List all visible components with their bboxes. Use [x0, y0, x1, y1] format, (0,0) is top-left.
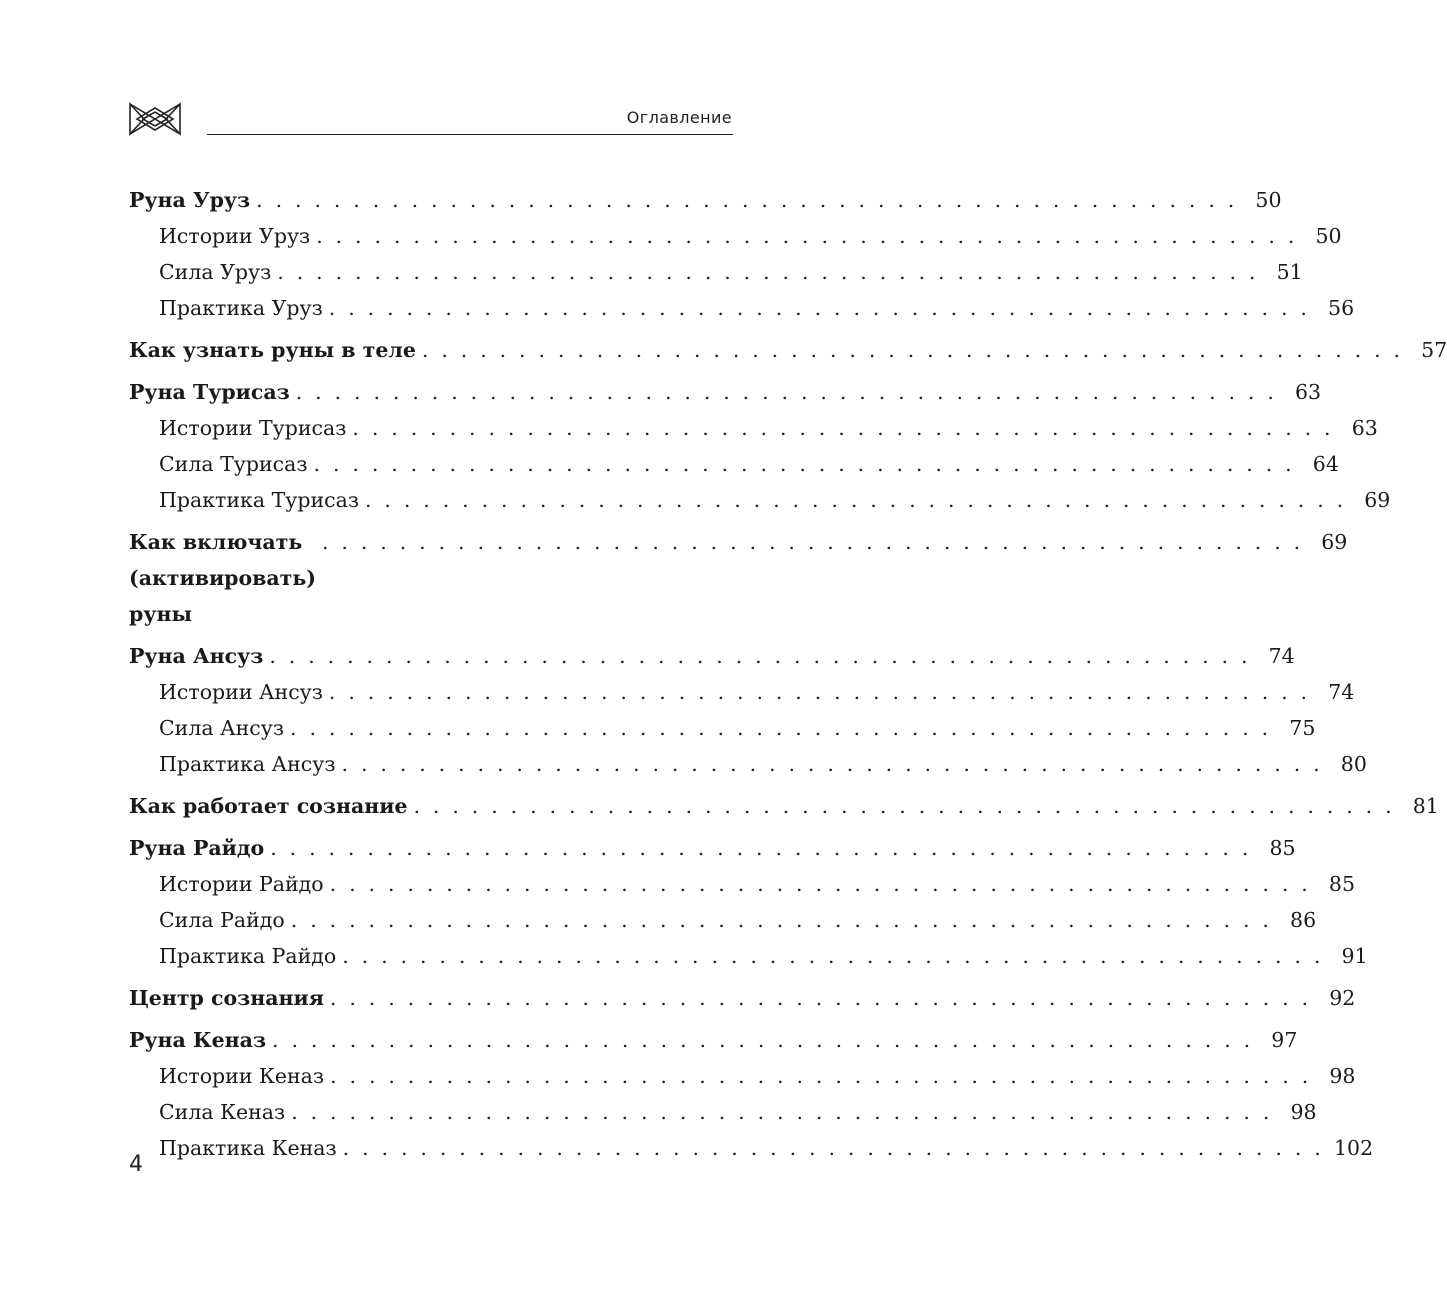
toc-entry-title: Практика Турисаз	[159, 488, 359, 512]
page-number: 4	[129, 1152, 143, 1177]
toc-entry-title: Истории Райдо	[159, 872, 324, 896]
dot-leader: . . . . . . . . . . . . . . . . . . . . . . . . . . . . . . . . . . . . . . . . . . . . . . . . . . .	[329, 986, 1312, 1010]
toc-entry-istorii-uruz[interactable]	[129, 218, 1342, 254]
dot-leader: . . . . . . . . . . . . . . . . . . . . . . . . . . . . . . . . . . . . . . . . . . . . . . . . . . .	[277, 260, 1259, 284]
toc-entry-page: 51	[1276, 260, 1303, 284]
table-of-contents	[129, 182, 1447, 1166]
toc-entry-title: Практика Райдо	[159, 944, 337, 968]
toc-entry-title: Сила Ансуз	[159, 716, 285, 740]
toc-entry-page: 75	[1289, 716, 1316, 740]
dot-leader: . . . . . . . . . . . . . . . . . . . . . . . . . . . . . . . . . . . . . . . . . . . . . . . . . . .	[295, 380, 1278, 404]
dot-leader: . . . . . . . . . . . . . . . . . . . . . . . . . . . . . . . . . . . . . . . . . . . . . . . . . . .	[329, 872, 1312, 896]
toc-entry-page: 92	[1329, 986, 1356, 1010]
toc-entry-praktika-turisaz[interactable]	[129, 482, 1391, 518]
dot-leader: . . . . . . . . . . . . . . . . . . . . . . . . . . . . . . . . . . . . . . . . . . . . . . . . . . .	[413, 794, 1395, 818]
toc-entry-page: 97	[1271, 1028, 1298, 1052]
running-header	[129, 103, 733, 137]
toc-entry-sila-uruz[interactable]	[129, 254, 1303, 290]
dot-leader: . . . . . . . . . . . . . . . . . . . . . . . . . . . . . . . . . . . . . . . . . . . . . . . . . . .	[365, 488, 1347, 512]
toc-entry-kak-vklyuchat-runy[interactable]	[129, 524, 1348, 632]
rune-knot-logo-icon	[129, 103, 181, 135]
toc-entry-title: Руна Турисаз	[129, 380, 290, 404]
toc-entry-runa-kenaz[interactable]	[129, 1022, 1298, 1058]
toc-entry-sila-raido[interactable]	[129, 902, 1317, 938]
toc-entry-page: 64	[1312, 452, 1339, 476]
toc-entry-title: Практика Кеназ	[159, 1136, 337, 1160]
dot-leader: . . . . . . . . . . . . . . . . . . . . . . . . . . . . . . . . . . . . . . . . . . . . . . . . . . .	[290, 908, 1273, 932]
toc-entry-sila-turisaz[interactable]	[129, 446, 1339, 482]
toc-entry-page: 63	[1351, 416, 1378, 440]
dot-leader: . . . . . . . . . . . . . . . . . . . . . . . . . . . . . . . . . . . . . . . . . . . . . . . . . . .	[269, 644, 1251, 668]
dot-leader: . . . . . . . . . . . . . . . . . . . . . . . . . . . . . . . . . . . . . . . . . . . . . . . . . . .	[341, 752, 1323, 776]
toc-entry-title: Истории Ансуз	[159, 680, 323, 704]
toc-entry-page: 74	[1328, 680, 1355, 704]
toc-entry-istorii-ansuz[interactable]	[129, 674, 1355, 710]
dot-leader: . . . . . . . . . . . . . . . . . . . . . . . . . . . . . . . . . . . . . . . . . . . . . . . . . . .	[352, 416, 1334, 440]
header-divider	[207, 134, 733, 135]
toc-entry-page: 85	[1269, 836, 1296, 860]
toc-entry-title: Истории Кеназ	[159, 1064, 325, 1088]
toc-entry-page: 81	[1412, 794, 1439, 818]
toc-entry-title: Истории Турисаз	[159, 416, 347, 440]
toc-entry-page: 102	[1334, 1136, 1374, 1160]
dot-leader: . . . . . . . . . . . . . . . . . . . . . . . . . . . . . . . . . . . . . . . . . . . . . . . . . . .	[330, 1064, 1312, 1088]
toc-entry-page: 57	[1421, 338, 1447, 362]
toc-entry-title: Истории Уруз	[159, 224, 311, 248]
dot-leader: . . . . . . . . . . . . . . . . . . . . . . . . . . . . . . . . . . . . . . . . . . . . . . . . . . .	[421, 338, 1404, 362]
dot-leader: . . . . . . . . . . . . . . . . . . . . . . . . . . . . . . . . . . . . . . . . . . . . . . . . . . .	[328, 680, 1311, 704]
toc-entry-title: Сила Райдо	[159, 908, 285, 932]
toc-entry-page: 86	[1290, 908, 1317, 932]
toc-entry-page: 98	[1290, 1100, 1317, 1124]
toc-entry-title: Руна Кеназ	[129, 1028, 267, 1052]
toc-entry-praktika-kenaz[interactable]	[129, 1130, 1374, 1166]
dot-leader: . . . . . . . . . . . . . . . . . . . . . . . . . . . . . . . . . . . . . . . . . . . . . . . . . . .	[313, 452, 1295, 476]
toc-entry-praktika-ansuz[interactable]	[129, 746, 1367, 782]
dot-leader: . . . . . . . . . . . . . . . . . . . . . . . . . . . . . . . . . . . . . . . . . . . . . . . . . . .	[328, 296, 1311, 320]
toc-entry-page: 91	[1341, 944, 1368, 968]
toc-entry-title: Как работает сознание	[129, 794, 408, 818]
dot-leader: . . . . . . . . . . . . . . . . . . . . . . . . . . . . . . . . . . . . . . . . . . . . . . . . . . .	[342, 1136, 1325, 1160]
toc-entry-istorii-kenaz[interactable]	[129, 1058, 1356, 1094]
dot-leader: . . . . . . . . . . . . . . . . . . . . . . . . . . . . . . . . . . . . . . . . . . . . . . . . . . .	[256, 188, 1238, 212]
toc-entry-title-line2: (активировать) руны	[129, 566, 316, 626]
toc-entry-page: 74	[1268, 644, 1295, 668]
toc-entry-page: 69	[1321, 530, 1348, 554]
toc-entry-title-line1: Как включать	[129, 530, 303, 554]
toc-entry-istorii-turisaz[interactable]	[129, 410, 1378, 446]
toc-entry-title: Центр сознания	[129, 986, 324, 1010]
toc-entry-page: 80	[1340, 752, 1367, 776]
toc-entry-title: Сила Турисаз	[159, 452, 308, 476]
toc-entry-title: Руна Ансуз	[129, 644, 264, 668]
toc-entry-title: Руна Уруз	[129, 188, 251, 212]
toc-entry-page: 56	[1328, 296, 1355, 320]
toc-entry-tsentr-soznaniya[interactable]	[129, 980, 1356, 1016]
toc-entry-title: Руна Райдо	[129, 836, 265, 860]
toc-entry-title	[129, 524, 316, 632]
toc-entry-runa-uruz[interactable]	[129, 182, 1282, 218]
dot-leader: . . . . . . . . . . . . . . . . . . . . . . . . . . . . . . . . . . . . . . . . . . . . . . . . . . .	[290, 716, 1272, 740]
dot-leader: . . . . . . . . . . . . . . . . . . . . . . . . . . . . . . . . . . . . . . . . . . . . . . . . . . .	[322, 530, 1304, 554]
dot-leader: . . . . . . . . . . . . . . . . . . . . . . . . . . . . . . . . . . . . . . . . . . . . . . . . . . .	[316, 224, 1298, 248]
toc-entry-page: 85	[1328, 872, 1356, 896]
toc-entry-page: 63	[1295, 380, 1322, 404]
toc-entry-page: 50	[1255, 188, 1282, 212]
dot-leader: . . . . . . . . . . . . . . . . . . . . . . . . . . . . . . . . . . . . . . . . . . . . . . . . . . .	[272, 1028, 1254, 1052]
toc-entry-page: 98	[1329, 1064, 1356, 1088]
toc-entry-runa-raido[interactable]	[129, 830, 1296, 866]
toc-entry-sila-ansuz[interactable]	[129, 710, 1316, 746]
dot-leader: . . . . . . . . . . . . . . . . . . . . . . . . . . . . . . . . . . . . . . . . . . . . . . . . . . .	[270, 836, 1252, 860]
toc-entry-title: Практика Ансуз	[159, 752, 336, 776]
dot-leader: . . . . . . . . . . . . . . . . . . . . . . . . . . . . . . . . . . . . . . . . . . . . . . . . . . .	[342, 944, 1324, 968]
toc-entry-praktika-raido[interactable]	[129, 938, 1368, 974]
toc-entry-sila-kenaz[interactable]	[129, 1094, 1317, 1130]
toc-entry-runa-ansuz[interactable]	[129, 638, 1295, 674]
toc-entry-kak-rabotaet-soznanie[interactable]	[129, 788, 1439, 824]
toc-entry-page: 69	[1364, 488, 1391, 512]
toc-entry-title: Как узнать руны в теле	[129, 338, 416, 362]
toc-entry-title: Сила Уруз	[159, 260, 272, 284]
toc-entry-praktika-uruz[interactable]	[129, 290, 1355, 326]
toc-entry-kak-uznat-runy[interactable]	[129, 332, 1447, 368]
toc-entry-runa-turisaz[interactable]	[129, 374, 1322, 410]
toc-entry-istorii-raido[interactable]	[129, 866, 1356, 902]
toc-entry-title: Сила Кеназ	[159, 1100, 286, 1124]
toc-entry-page: 50	[1315, 224, 1342, 248]
section-title: Оглавление	[626, 108, 732, 127]
dot-leader: . . . . . . . . . . . . . . . . . . . . . . . . . . . . . . . . . . . . . . . . . . . . . . . . . . .	[291, 1100, 1273, 1124]
toc-entry-title: Практика Уруз	[159, 296, 323, 320]
